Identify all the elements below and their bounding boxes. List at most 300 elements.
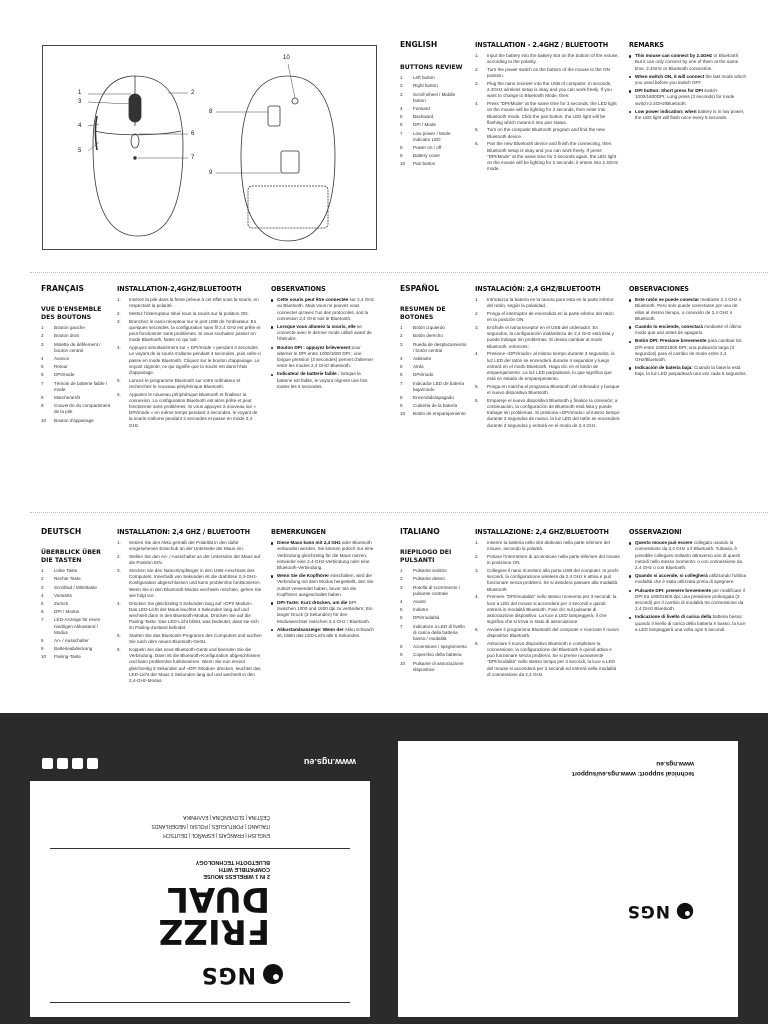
- fr-install-column: [117, 286, 262, 430]
- button-label: Rueda de desplazamiento / botón central: [413, 341, 467, 353]
- button-item: [400, 644, 468, 650]
- install-step: [475, 101, 620, 126]
- install-step: [475, 325, 620, 350]
- remark-lead: Questo mouse può essere: [635, 540, 693, 546]
- button-number: 4: [400, 599, 403, 605]
- install-step: [117, 601, 262, 632]
- remark-text: utilizzando l'ultima modalità che è stata utilizzata prima di spegnere.: [635, 573, 747, 585]
- remark-item: [629, 74, 747, 86]
- step-number: 6.: [475, 141, 479, 147]
- es-remarks-list: [629, 297, 747, 377]
- button-number: 3: [41, 341, 44, 347]
- step-number: 1.: [475, 297, 479, 303]
- install-step: [475, 141, 620, 172]
- button-label: Right button: [413, 83, 438, 89]
- remark-lead: Cette souris peut être connectée: [277, 297, 349, 303]
- button-label: Scroll wheel / Middle button: [413, 91, 456, 103]
- button-label: Avance: [54, 356, 70, 362]
- en-buttons-title: BUTTONS REVIEW: [400, 64, 463, 72]
- ngs-logo-icon: [262, 964, 284, 986]
- button-number: 10: [400, 660, 406, 666]
- button-item: [400, 122, 468, 128]
- remark-item: [271, 345, 376, 370]
- button-item: [41, 372, 111, 378]
- button-number: 2: [400, 83, 403, 89]
- button-number: 7: [400, 130, 403, 136]
- button-item: [41, 356, 111, 362]
- mouse-top-view: [93, 76, 183, 236]
- it-remarks-column: [629, 529, 747, 635]
- it-buttons-list: [400, 568, 468, 673]
- step-text: Stecken Sie den Nano-Empfänger in den USB-Anschluss des Computers. Innerhalb von Sekunden ist die drahtlose 2,4-GHz-Konfiguration abgeschlossen und kann problemlos funktionieren. Wenn Sie in den Bluetooth-Modus wechseln möchten, gehen Sie wie folgt vor:: [129, 568, 262, 598]
- button-number: 1: [41, 568, 44, 574]
- button-item: [41, 325, 111, 331]
- es-remarks-title: OBSERVACIONES: [629, 284, 689, 293]
- button-label: DPI/mode: [54, 372, 75, 378]
- de-remarks-title: BEMERKUNGEN: [271, 527, 326, 536]
- product-line-1: FRIZZ: [158, 911, 270, 951]
- es-language-title: ESPAÑOL: [400, 284, 440, 293]
- button-item: [41, 418, 111, 424]
- remark-item: [629, 109, 747, 121]
- step-text: Ponga en marcha el programa Bluetooth del ordenador y busque el nuevo dispositivo Bluetooth.: [487, 383, 620, 396]
- brand-text: NGS: [626, 901, 670, 921]
- button-item: [400, 615, 468, 621]
- install-step: [475, 311, 620, 323]
- button-number: 8: [400, 145, 403, 151]
- step-number: 5.: [117, 377, 121, 383]
- button-item: [400, 576, 468, 582]
- remark-lead: Akkustandsanzeige: Wenn der: [277, 626, 344, 632]
- button-label: Botón derecho: [413, 333, 443, 339]
- remark-item: [629, 614, 747, 633]
- step-number: 2.: [475, 67, 479, 73]
- de-buttons-column: [41, 529, 111, 663]
- callout-4: 4: [78, 123, 82, 129]
- button-item: [400, 403, 468, 409]
- button-item: [400, 599, 468, 605]
- remark-text: Cuando la batería está baja, la luz LED parpadeará una vez cada 5 segundos.: [635, 365, 747, 377]
- button-label: Rotella di scorrimento / pulsante centrale: [413, 584, 460, 596]
- step-text: Ponga el interruptor de encendido en la parte inferior del ratón en la posición ON.: [487, 311, 614, 323]
- remark-text: einschalten, wird die Verbindung mit dem Modus hergestellt, den Sie zuletzt verwendet haben, bevor Sie die Kopfhörer ausgeschaltet haben.: [277, 573, 374, 597]
- it-install-column: [475, 529, 620, 679]
- fr-remarks-column: [271, 286, 376, 392]
- button-number: 6: [41, 609, 44, 615]
- step-number: 1.: [117, 540, 121, 546]
- step-text: Setzen Sie den Akku gemäß der Polarität in den dafür vorgesehenen Einschub an der Unterseite der Maus ein.: [129, 540, 244, 552]
- en-install-column: [475, 42, 620, 174]
- support-text: technical support: www.ngs.eu/support: [572, 770, 694, 777]
- twitter-icon: [57, 758, 68, 769]
- divider: [30, 512, 768, 513]
- callout-10: 10: [283, 55, 290, 61]
- button-item: [41, 646, 111, 652]
- ngs-logo-small: [627, 901, 694, 921]
- button-label: Témoin de batterie faible / mode: [54, 380, 108, 392]
- de-buttons-list: [41, 568, 111, 660]
- en-buttons-list: [400, 75, 468, 167]
- mouse-bottom-view: [241, 76, 335, 241]
- button-number: 6: [400, 122, 403, 128]
- tagline-line: BLUETOOTH TECHNOLOGY: [195, 859, 270, 865]
- button-number: 5: [41, 601, 44, 607]
- button-number: 4: [41, 592, 44, 598]
- button-number: 8: [400, 644, 403, 650]
- install-step: [475, 398, 620, 429]
- step-text: Starten Sie das Bluetooth-Programm des Computers und suchen Sie nach dem neuen Bluetooth-Gerät.: [129, 633, 262, 645]
- ngs-logo: [201, 962, 284, 987]
- step-text: Drücken Sie gleichzeitig 3 Sekunden lang auf »DPI/ Modus«. Das LED-Licht der Maus leuchtet 4 Sekunden lang auf und wechselt dann in den Bluetooth-Modus. Drücken Sie auf die Pairing-Taste. Das LED-Licht blinkt, was bedeutet, dass sie sich im Pairing-Zustand befindet.: [129, 600, 259, 631]
- step-text: Empareje el nuevo dispositivo Bluetooth y finalice la conexión; a continuación, la configuración de Bluetooth está lista y puede trabajar sin problemas. Si presiona «DPI/modo» al mismo tiempo durante 3 segundos de nuevo, la luz LED del ratón se encenderá durante 2 segundos y entrará en el modo de 2,4 GHz.: [487, 397, 620, 428]
- install-step: [475, 540, 620, 552]
- step-number: 1.: [475, 53, 479, 59]
- step-number: 6.: [117, 391, 121, 397]
- button-number: 4: [400, 356, 403, 362]
- button-item: [41, 617, 111, 636]
- step-number: 3.: [117, 318, 121, 324]
- button-label: LED-Anzeige für einen niedrigen Akkustand / Modus: [54, 617, 101, 635]
- install-step: [117, 554, 262, 566]
- button-number: 6: [400, 372, 403, 378]
- step-number: 1.: [475, 540, 479, 546]
- callout-7: 7: [191, 155, 195, 161]
- button-number: 9: [400, 652, 403, 658]
- button-label: Left button: [413, 75, 435, 81]
- it-buttons-title: RIEPILOGO DEI PULSANTI: [400, 549, 452, 565]
- fr-language-title: FRANÇAIS: [41, 284, 85, 293]
- button-item: [41, 593, 111, 599]
- social-icons: [42, 758, 98, 769]
- fr-buttons-title: VUE D'ENSEMBLE DES BOUTONS: [41, 306, 102, 322]
- brand-text: NGS: [200, 962, 256, 987]
- de-buttons-title: ÜBERBLICK ÜBER DIE TASTEN: [41, 549, 101, 565]
- remark-item: [271, 324, 376, 343]
- button-item: [400, 381, 468, 393]
- remark-lead: Indicación de batería baja:: [635, 365, 693, 371]
- button-number: 1: [41, 325, 44, 331]
- remark-text: sur 2,4 GHz ou Bluetooth. Mais vous ne pouvez vous connecter qu'avec l'un des protocoles, soit la connexion 2,4 GHz soit le Bluetooth.: [277, 297, 375, 321]
- ngs-logo-icon: [676, 902, 694, 920]
- button-number: 5: [41, 364, 44, 370]
- button-label: Pairing-Taste: [54, 654, 81, 660]
- remark-text: the last mode which you used before you switch OFF.: [635, 73, 747, 86]
- button-label: An- / Ausschalter: [54, 638, 89, 644]
- install-step: [475, 53, 620, 65]
- remark-lead: Lorsque vous allumez la souris, elle: [277, 324, 356, 330]
- remark-item: [629, 365, 747, 377]
- fr-buttons-column: [41, 286, 111, 426]
- cover-area: [0, 713, 768, 1024]
- remark-lead: Low power indication: when: [635, 108, 697, 114]
- en-remarks-list: [629, 53, 747, 121]
- cover-mid-rule: [50, 848, 350, 849]
- button-label: Pulsante destro: [413, 576, 445, 582]
- button-number: 1: [400, 325, 403, 331]
- remark-text: per modificare il DPI tra 1000/1600 dpi; una pressione prolungata (3 secondi) per il cambio di modalità tra connessione da 2,4 GHz/ Bluetooth.: [635, 587, 745, 612]
- install-step: [117, 345, 262, 376]
- install-step: [475, 81, 620, 100]
- button-item: [41, 609, 111, 615]
- button-item: [400, 395, 468, 401]
- button-label: Vorwärts: [54, 592, 72, 598]
- button-label: Molette de défilement / bouton central: [54, 341, 101, 353]
- button-number: 1: [400, 568, 403, 574]
- remark-lead: Wenn Sie die Kopfhörer: [277, 573, 329, 579]
- button-item: [41, 342, 111, 354]
- step-number: 4.: [117, 600, 121, 606]
- remark-text: oder Bluetooth verbunden werden. Sie können jedoch nur eine Verbindung gleichzeitig für die Maus nutzen, entweder eine 2,4-GHz-Verbindung oder eine Bluetooth-Verbindung.: [277, 540, 374, 571]
- step-number: 6.: [117, 646, 121, 652]
- button-label: Pulsante di associazione dispositivo: [413, 660, 464, 672]
- step-text: Koppeln Sie das neue Bluetooth-Gerät und beenden Sie die Verbindung. Dann ist die Bluetooth-Konfiguration abgeschlossen und kann problemlos funktionieren. Wenn Sie nun erneut gleichzeitig 3 Sekunden auf »DPI /Modus« drücken, leuchtet das LED-Licht der Maus 2 Sekunden lang auf und wechselt in den 2,4-GHz-Modus.: [129, 646, 261, 683]
- button-item: [400, 114, 468, 120]
- button-number: 5: [400, 114, 403, 120]
- install-step: [117, 633, 262, 645]
- step-number: 6.: [475, 397, 479, 403]
- button-item: [400, 75, 468, 81]
- button-number: 2: [41, 333, 44, 339]
- remark-text: pour alterner le DPI entre 1000/1600 DPI ; une longue pression (3 secondes) permet d'alterner entre les modes 2,4 GHz/ Bluetooth.: [277, 344, 374, 369]
- step-text: Plug the nano receiver into the USB of computer. In seconds, 2.4GHz wireless setup is okay and you can work freely. If you want to change to Bluetooth Mode, then:: [487, 81, 612, 99]
- button-item: [400, 372, 468, 378]
- remark-item: [629, 573, 747, 585]
- step-text: Turn the power switch on the bottom of the mouse to the ON position.: [487, 67, 610, 79]
- remark-item: [629, 540, 747, 571]
- cover-top-rule: [50, 1002, 350, 1003]
- de-remarks-column: [271, 529, 376, 641]
- step-text: Presione «DPI/modo» al mismo tiempo durante 3 segundos, la luz LED del ratón se encenderá durante 4 segundos y luego entrará en el modo Bluetooth. Haga clic en el botón de emparejamiento. La luz LED parpadeará, lo que significa que está en estado de emparejamiento.: [487, 351, 615, 382]
- button-item: [400, 161, 468, 167]
- button-number: 1: [400, 75, 403, 81]
- button-number: 3: [400, 341, 403, 347]
- button-label: Botón izquierdo: [413, 325, 445, 331]
- install-step: [475, 384, 620, 396]
- button-number: 2: [400, 576, 403, 582]
- de-install-steps: [117, 540, 262, 684]
- install-step: [475, 568, 620, 593]
- install-step: [117, 378, 262, 390]
- remark-text: mediante el último modo que usó antes de apagarlo.: [635, 324, 742, 336]
- remark-text: battery is in low power, the LED light will flash once every 5 seconds.: [635, 108, 745, 121]
- tagline-line: COMPATIBLE WITH: [218, 866, 270, 872]
- install-step: [475, 594, 620, 625]
- remark-text: mediante 2,4 GHz o Bluetooth. Pero solo puede conectarse por uno de ellos al mismo tiempo, o conexión de 2,4 GHz o Bluetooth.: [635, 297, 742, 321]
- button-number: 3: [400, 584, 403, 590]
- en-remarks-title: REMARKS: [629, 40, 664, 49]
- button-item: [400, 624, 468, 643]
- remark-item: [629, 588, 747, 613]
- language-list: [152, 812, 270, 839]
- button-item: [41, 601, 111, 607]
- step-text: Stellen Sie den An- / Ausschalter an der Unterseite der Maus auf die Position EIN.: [129, 554, 261, 566]
- step-number: 4.: [117, 345, 121, 351]
- button-item: [400, 607, 468, 613]
- mouse-diagram: [42, 45, 377, 250]
- install-step: [475, 641, 620, 678]
- button-item: [400, 333, 468, 339]
- language-line: ITALIANO | PORTUGUÊS | POLSKI | NEDERLANDS: [151, 823, 270, 829]
- button-label: Pulsante sinistro: [413, 568, 447, 574]
- button-label: DPI / Mode: [413, 122, 436, 128]
- button-label: Marche/arrêt: [54, 395, 81, 401]
- step-text: Appuyez simultanément sur « DPI/mode » pendant 3 secondes. Le voyant de la souris s'allume pendant 4 secondes, puis celle-ci passe en mode Bluetooth. Cliquez sur le bouton d'appairage. Le voyant clignote, ce qui signifie que la souris est dans l'état d'appairage.: [129, 345, 261, 375]
- button-item: [400, 652, 468, 658]
- it-remarks-list: [629, 540, 747, 633]
- button-number: 8: [400, 395, 403, 401]
- button-label: Low power / Mode indicator LED: [413, 130, 451, 142]
- website-url: www.ngs.eu: [656, 760, 694, 767]
- website-url: www.ngs.eu: [303, 757, 356, 767]
- button-number: 4: [41, 356, 44, 362]
- step-number: 5.: [117, 633, 121, 639]
- button-label: Pair button: [413, 161, 436, 167]
- de-install-title: INSTALLATION: 2,4 GHZ / BLUETOOTH: [117, 527, 250, 536]
- step-number: 4.: [475, 594, 479, 600]
- button-label: Couvercle du compartiment de la pile: [54, 403, 111, 415]
- step-number: 1.: [117, 297, 121, 303]
- remark-lead: Cuando lo enciende, conectará: [635, 324, 703, 330]
- step-number: 5.: [475, 383, 479, 389]
- remark-item: [271, 573, 376, 598]
- button-item: [41, 654, 111, 660]
- button-item: [400, 131, 468, 143]
- button-number: 10: [41, 417, 47, 423]
- install-step: [117, 297, 262, 309]
- button-number: 2: [400, 333, 403, 339]
- remark-item: [271, 627, 376, 639]
- remark-item: [629, 88, 747, 107]
- remark-lead: Indicateur de batterie faible :: [277, 371, 340, 377]
- tagline-line: 2 IN 1 WIRELESS MOUSE: [203, 873, 270, 879]
- button-number: 7: [41, 380, 44, 386]
- divider: [30, 272, 768, 273]
- callout-5: 5: [78, 148, 82, 154]
- remark-item: [629, 324, 747, 336]
- remark-text: or Bluetooth. But it can only connect by one of them at the same time, 2.4GHz or Bluetooth connection.: [635, 53, 740, 71]
- button-item: [400, 364, 468, 370]
- remark-text: lorsque la batterie est faible, le voyant clignote une fois toutes les 5 secondes.: [277, 371, 368, 389]
- language-line: ČEŠTINA | SLOVENČINA | ΕΛΛΗΝΙΚΑ: [183, 814, 270, 820]
- button-label: Encendido/apagado: [413, 395, 454, 401]
- step-text: Branchez le nano-récepteur sur le port USB de l'ordinateur. En quelques secondes, la configuration sans fil 2,4 GHz est prête et peut fonctionner sans problèmes. Si vous souhaitez passer en mode Bluetooth, faites ce qui suit :: [129, 318, 261, 343]
- callout-1: 1: [78, 90, 82, 96]
- button-item: [400, 92, 468, 104]
- language-line: ENGLISH | FRANÇAIS | ESPAÑOL | DEUTSCH: [163, 832, 270, 838]
- button-number: 3: [41, 584, 44, 590]
- install-step: [475, 351, 620, 382]
- button-item: [400, 342, 468, 354]
- button-number: 9: [41, 646, 44, 652]
- youtube-icon: [72, 758, 83, 769]
- button-item: [41, 585, 111, 591]
- it-remarks-title: OSSERVAZIONI: [629, 527, 682, 536]
- install-step: [475, 297, 620, 309]
- remark-lead: DPI button: Short press for DPI: [635, 88, 703, 94]
- button-number: 9: [41, 403, 44, 409]
- cover-bottom-band: [30, 741, 370, 781]
- it-install-title: INSTALLAZIONE: 2,4 GHZ/BLUETOOTH: [475, 527, 609, 536]
- step-text: Mettez l'interrupteur situé sous la souris sur la position ON.: [129, 311, 249, 317]
- en-language-title: ENGLISH: [400, 40, 438, 49]
- button-number: 4: [400, 106, 403, 112]
- fr-remarks-list: [271, 297, 376, 390]
- button-number: 8: [41, 395, 44, 401]
- button-label: Power on / off: [413, 145, 442, 151]
- install-step: [117, 392, 262, 429]
- button-item: [400, 585, 468, 597]
- button-label: Linke Taste: [54, 568, 78, 574]
- es-buttons-title: RESUMEN DE BOTONES: [400, 306, 446, 322]
- button-label: DPI/modo: [413, 372, 434, 378]
- button-label: DPI / Modus: [54, 609, 80, 615]
- button-label: Indicatore a LED di livello di carica della batteria basso / modalità: [413, 623, 465, 642]
- de-remarks-list: [271, 540, 376, 639]
- install-step: [475, 554, 620, 566]
- step-text: Enchufe el nanorreceptor en el USB del ordenador. En segundos, la configuración inalámbrica de 2,4 GHz está lista y puede trabajar sin problemas. Si desea cambiar al modo Bluetooth, entonces:: [487, 325, 614, 349]
- remark-item: [271, 297, 376, 322]
- install-step: [117, 319, 262, 344]
- step-number: 3.: [475, 81, 479, 87]
- button-number: 8: [41, 638, 44, 644]
- button-item: [400, 325, 468, 331]
- callout-2: 2: [191, 90, 195, 96]
- button-number: 10: [400, 161, 406, 167]
- button-label: Scrollrad / Mitteltaste: [54, 584, 97, 590]
- product-name: [158, 879, 270, 951]
- step-number: 2.: [475, 554, 479, 560]
- step-text: Pair the new Bluetooth device and finish the connecting, then Bluetooth setup is okay and you can work freely. If press "DPI/Mode" at the same time for 3 seconds again, the LED light on the mouse will be lighting for 2 seconds, it enters into 2.4GHz mode.: [487, 141, 618, 172]
- step-number: 2.: [117, 554, 121, 560]
- product-line-2: DUAL: [167, 879, 270, 919]
- button-label: Indicador LED de batería baja/modo: [413, 380, 465, 392]
- button-label: DPI/modalità: [413, 615, 440, 621]
- button-label: Bouton droit: [54, 333, 79, 339]
- button-number: 7: [400, 623, 403, 629]
- remark-lead: Quando si accende, si collegherà: [635, 573, 708, 579]
- button-item: [400, 106, 468, 112]
- button-label: Battery cover: [413, 153, 441, 159]
- button-number: 10: [41, 654, 47, 660]
- remark-lead: When switch ON, it will connect: [635, 73, 705, 79]
- it-language-title: ITALIANO: [400, 527, 440, 536]
- callout-6: 6: [191, 131, 195, 137]
- callout-9: 9: [209, 170, 213, 176]
- fr-install-steps: [117, 297, 262, 429]
- step-text: Insérez la pile dans la fente prévue à cet effet sous la souris, en respectant la polarité.: [129, 297, 259, 309]
- en-buttons-column: [400, 42, 468, 170]
- button-number: 6: [400, 615, 403, 621]
- button-item: [400, 568, 468, 574]
- install-step: [475, 127, 620, 139]
- button-item: [41, 333, 111, 339]
- en-install-steps: [475, 53, 620, 172]
- step-number: 3.: [117, 568, 121, 574]
- callout-8: 8: [209, 109, 213, 115]
- remark-item: [629, 53, 747, 72]
- remark-lead: Diese Maus kann mit 2,4 GHz: [277, 540, 341, 546]
- button-label: Cubierta de la batería: [413, 403, 458, 409]
- button-label: Forward: [413, 106, 430, 112]
- install-step: [117, 647, 262, 684]
- remark-lead: DPI-Taste: Kurz drücken, um die: [277, 600, 348, 606]
- button-number: 9: [400, 403, 403, 409]
- install-step: [117, 311, 262, 317]
- remark-lead: Botón DPI: Presione brevemente: [635, 338, 707, 344]
- it-buttons-column: [400, 529, 468, 675]
- es-buttons-column: [400, 286, 468, 420]
- es-remarks-column: [629, 286, 747, 380]
